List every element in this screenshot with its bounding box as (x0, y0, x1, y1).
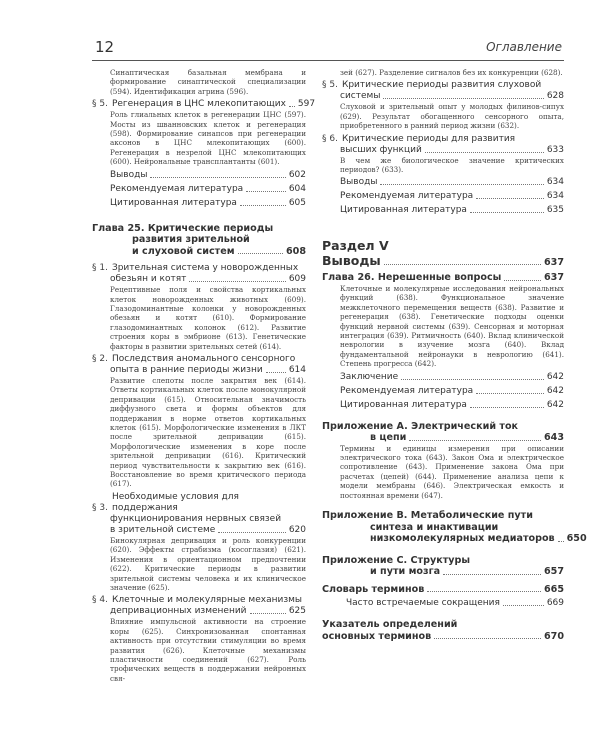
entry-number: § 6. (322, 133, 338, 144)
dot-leader (401, 379, 544, 380)
chapter-page: 608 (285, 245, 306, 257)
entry-title: Цитированная литература (110, 197, 237, 208)
entry-body: Слуховой и зрительный опыт у молодых филинов-сипух (629). Результат обогащенного сенсорного опыта, приобретенного в ранний период жизни (632). (340, 102, 564, 131)
entry-title: высших функций (340, 144, 422, 155)
continued-entry-body: зей (627). Разделение сигналов без их конкуренции (628). (340, 68, 563, 77)
appendix-title-line: и пути мозга (370, 566, 441, 578)
appendix-page: 650 (566, 533, 587, 545)
toc-appendix-c[interactable] (322, 555, 564, 578)
dot-leader (409, 440, 541, 441)
dot-leader (503, 605, 544, 606)
entry-page: 602 (288, 169, 306, 180)
toc-appendix-a[interactable] (322, 421, 564, 500)
running-title: Оглавление (486, 40, 562, 54)
entry-number: § 4. (92, 595, 108, 606)
dot-leader (476, 393, 544, 394)
entry-page: 609 (288, 274, 306, 285)
part-title: Выводы (322, 253, 381, 269)
entry-page: 597 (297, 99, 316, 110)
entry-title: Необходимые условия для поддержания (111, 491, 239, 513)
entry-title: Часто встречаемые сокращения (346, 598, 500, 609)
entry-title: Рекомендуемая литература (340, 191, 474, 202)
toc-entry-l-s1[interactable] (92, 263, 306, 351)
entry-title: опыта в ранние периоды жизни (110, 365, 263, 375)
glossary-page: 665 (543, 583, 564, 595)
toc-entry-r-cited-2[interactable] (322, 400, 564, 411)
entry-page: 642 (546, 371, 564, 382)
dot-leader (504, 280, 541, 281)
dot-leader (558, 541, 564, 542)
toc-right-column (322, 68, 587, 642)
chapter-title-line: и слуховой систем (132, 245, 235, 257)
entry-page: 628 (546, 91, 564, 102)
toc-appendix-b[interactable] (322, 510, 587, 545)
part-label: Раздел V (322, 238, 389, 254)
entry-page: 614 (288, 365, 306, 375)
entry-number: § 3. (92, 502, 108, 513)
toc-entry-l-s2[interactable] (92, 354, 306, 489)
entry-title: в зрительной системе (110, 524, 216, 535)
toc-entry-l-recommended[interactable] (92, 184, 306, 195)
entry-title: депривационных изменений (110, 606, 247, 617)
dot-leader (246, 191, 286, 192)
header-rule (92, 60, 564, 61)
entry-title: Рекомендуемая литература (340, 385, 474, 396)
entry-page: 669 (546, 598, 564, 609)
dot-leader (476, 198, 544, 199)
toc-entry-r-s5[interactable] (322, 80, 564, 130)
toc-entry-l-cited[interactable] (92, 198, 306, 209)
entry-body: Бинокулярная депривация и роль конкуренции (620). Эффекты страбизма (косоглазия) (621). Изменения в ориентационном предпочтении (622). Критические периоды в развитии зрительной системы человека и их клиническое значение (625). (110, 535, 306, 592)
appendix-title-line: в цепи (370, 432, 407, 444)
entry-title: обезьян и котят (110, 274, 187, 285)
entry-title: Клеточные и молекулярные механизмы (111, 595, 302, 606)
entry-number: § 2. (92, 354, 108, 364)
entry-page: 635 (546, 205, 564, 216)
entry-page: 634 (546, 191, 564, 202)
appendix-title-line: низкомолекулярных медиаторов (370, 533, 555, 545)
chapter-title-line: Глава 25. Критические периоды (92, 222, 274, 234)
dot-leader (240, 205, 286, 206)
entry-page: 634 (546, 177, 564, 188)
chapter-body: Клеточные и молекулярные исследования нейрональных функций (638). Функциональное значение межклеточного перемещения веществ (638). Развитие и регенерация (638). Генетические подходы оценки функций нервной системы (639). Сенсорная и моторная интеграция (639). Ритмичность (640). Вклад клинической неврологии в изучение мозга (640). Вклад фундаментальной нейронауки в неврологию (641). Степень прогресса (642). (340, 283, 564, 369)
toc-entry-r-recommended[interactable] (322, 191, 564, 202)
entry-body: Рецептивные поля и свойства кортикальных клеток новорожденных животных (609). Глазодоминантные колонки у новорожденных обезьян и котят (610). Формирование глазодоминантных колонок (612). Развитие строения коры в эмбрионе (613). Генетические факторы в развитии зрительных сетей (614). (110, 285, 306, 351)
dot-leader (425, 152, 544, 153)
entry-title: Выводы (110, 169, 148, 180)
entry-body: Роль глиальных клеток в регенерации ЦНС (597). Мосты из шванновских клеток и регенерация (598). Формирование синапсов при регенерации аксонов в ЦНС млекопитающих (600). Регенерация в незрелой ЦНС млекопитающих (600). Нейрональные трансплантанты (601). (110, 110, 306, 167)
dot-leader (427, 591, 541, 592)
entry-page: 605 (288, 197, 306, 208)
entry-page: 625 (288, 606, 306, 617)
toc-entry-r-cited[interactable] (322, 205, 564, 216)
part-page: 637 (543, 257, 564, 269)
entry-body: Влияние импульсной активности на строение коры (625). Синхронизованная спонтанная активность при отсутствии стимуляции во время развития (626). Клеточные механизмы пластичности соединений (627). Роль трофических веществ в поддержании нейронных свя- (110, 617, 306, 683)
toc-chapter-25[interactable] (92, 223, 306, 258)
chapter-title: Глава 26. Нерешенные вопросы (322, 272, 502, 284)
appendix-body: Термины и единицы измерения при описании электрического тока (643). Закон Ома и электрическое сопротивление (643). Применение закона Ома при расчетах (цепей) (644). Применение анализа цепи к модели мембраны (646). Электрическая емкость и постоянная времени (647). (340, 443, 564, 500)
dot-leader (250, 613, 286, 614)
toc-entry-l-s5[interactable] (92, 99, 316, 167)
toc-entry-l-s3[interactable] (92, 492, 306, 592)
entry-title: Регенерация в ЦНС млекопитающих (111, 99, 286, 110)
dot-leader (189, 281, 285, 282)
entry-title: Критические периоды развития слуховой (341, 80, 542, 91)
entry-title: Заключение (340, 371, 399, 382)
toc-chapter-26[interactable] (322, 272, 564, 368)
toc-left-column (92, 68, 316, 683)
glossary-title: Словарь терминов (322, 583, 425, 595)
entry-title: Последствия аномального сенсорного (111, 354, 296, 364)
entry-title: Рекомендуемая литература (110, 183, 244, 194)
dot-leader (443, 574, 541, 575)
index-page: 670 (543, 630, 564, 642)
toc-entry-r-s6[interactable] (322, 134, 564, 175)
dot-leader (218, 532, 286, 533)
appendix-page: 643 (543, 432, 564, 444)
dot-leader (266, 372, 286, 373)
entry-number: § 5. (92, 99, 108, 110)
index-title-line: основных терминов (322, 630, 432, 642)
entry-body: Развитие слепоты после закрытия век (614). Ответы кортикальных клеток после монокулярной депривации (615). Относительная значимость диффузного света и формы объектов для поддержания в норме ответов кортикальных клеток (615). Морфологические изменения в ЛКТ после зрительной депривации (615). Морфологические изменения в коре после зрительной депривации (616). Критический период чувствительности к закрытию век (616). Восстановление во время критического периода (617). (110, 376, 306, 489)
dot-leader (380, 184, 543, 185)
chapter-title-line: развития зрительной (132, 234, 250, 246)
page-number: 12 (95, 38, 115, 56)
entry-page: 620 (288, 524, 306, 535)
toc-entry-r-recommended-2[interactable] (322, 386, 564, 397)
entry-title: Цитированная литература (340, 205, 467, 216)
entry-number: § 1. (92, 263, 108, 274)
dot-leader (383, 98, 543, 99)
continued-entry-body: Синаптическая базальная мембрана и формирование синаптической специализации (594). Идентификация агрина (596). (110, 68, 306, 96)
entry-title: системы (340, 91, 381, 102)
entry-title: Критические периоды для развития (341, 133, 516, 144)
toc-entry-l-s4[interactable] (92, 595, 306, 683)
entry-page: 604 (288, 183, 306, 194)
entry-body: В чем же биологическое значение критических периодов? (633). (340, 155, 564, 175)
entry-title: Выводы (340, 177, 378, 188)
appendix-title-line: Приложение C. Структуры (322, 554, 471, 566)
dot-leader (470, 212, 544, 213)
toc-entry-r-conclusions[interactable] (322, 177, 564, 188)
dot-leader (434, 638, 541, 639)
dot-leader (289, 106, 295, 107)
toc-part-5[interactable] (322, 238, 564, 268)
appendix-title-line: синтеза и инактивации (370, 521, 499, 533)
entry-number: § 5. (322, 80, 338, 91)
entry-title: Цитированная литература (340, 399, 467, 410)
toc-index[interactable] (322, 619, 564, 642)
appendix-title-line: Приложение B. Метаболические пути (322, 510, 533, 522)
index-title-line: Указатель определений (322, 619, 458, 631)
toc-glossary[interactable] (322, 584, 564, 596)
dot-leader (384, 264, 541, 265)
toc-entry-r-conclusion[interactable] (322, 372, 564, 383)
entry-page: 642 (546, 385, 564, 396)
appendix-page: 657 (543, 566, 564, 578)
dot-leader (150, 177, 285, 178)
entry-page: 642 (546, 399, 564, 410)
chapter-page: 637 (543, 272, 564, 284)
dot-leader (238, 253, 283, 254)
toc-abbreviations[interactable] (322, 598, 564, 609)
appendix-title-line: Приложение A. Электрический ток (322, 420, 519, 432)
entry-page: 633 (546, 144, 564, 155)
entry-title: Зрительная система у новорожденных (111, 263, 299, 274)
toc-entry-l-conclusions[interactable] (92, 170, 306, 181)
entry-title: функционирования нервных связей (110, 513, 282, 524)
dot-leader (470, 407, 544, 408)
